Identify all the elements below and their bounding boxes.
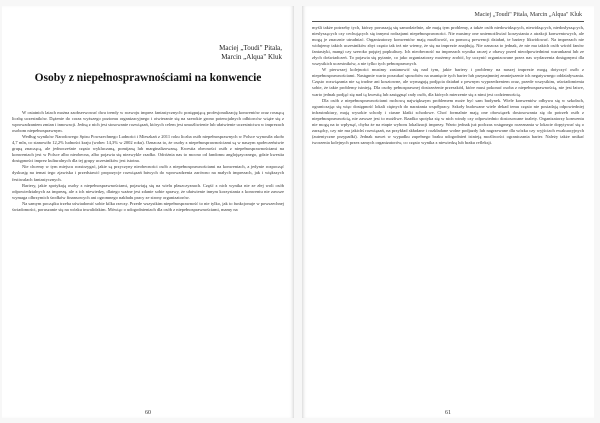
paragraph: Dla osób z niepełnosprawnościami ruchową największym problemem może być sam budynek. Wiele konwentów odbywa się w szkołach, ograniczając się więc dostępność lokali ciętnych do narażania współpracy. Szkoły budowane wiele dekad temu często nie posiadają odpowiedniej infrastruktury, mają wysokie schody i ciasne klatki schodowe. Choć formalnie mają one obowiązek dostosowania się do potrzeb osób z niepełnosprawnością, nie zawsze jest to możliwe. Rzadko spotyka się w nich windy czy odpowiednio dostosowane toalety. Organizatorzy konwentu nie mogą na to wpłynąć, chyba że na etapie wyboru lokalizacji imprezy. Warto jednak już podczas wstępnego rozeznania w lokacie dopytywać się o zarządcy, czy nie ma jakichś rozwiązań, na przykład składane i rozkładane wolne podjazdy lub nagrzewane dla wózka czy wyjściach ewakuacyjnych (autentyczne przypadki). Jednak nawet w wypadku zupełnego braku udogodnień istnieją możliwości ograniczania barier. Należy także unikać tworzenia kolejnych przez samych organizatorów, co często wynika z niewiedzą lub braku refleksji. [312,97,584,145]
page-number-left: 60 [145,410,151,416]
paragraph: Bariery, jakie spotykają osoby z niepełnosprawnościami, pojawiają się na wielu płaszczyznach. Część z nich wynika nie ze złej woli osób odpowiedzialnych za imprezę, ale z ich niewiedzy, dlatego ważne jest zdanie sobie sprawy, że ułatwienie innym korzystania z konwentu nie zawsze wymaga olbrzymich środków finansowych ani ogromnego nakładu pracy ze strony organizatorów. [12,182,284,200]
page-number-right: 61 [445,410,451,416]
paragraph: W ostatnich latach można zaobserwować dwa trendy w rozwoju imprez fantastycznych: postępującą profesjonalizację konwentów oraz rosnącą liczbę uczestników. Dążenie do coraz wyższego poziomu organizacyjnego i otwieranie się na szerokie grono potencjalnych odbiorców wiąże się z wprowadzaniem zmian i innowacji. Jedną z nich jest stosowanie rozwiązań, których celem jest umożliwienie lub ułatwienie uczestnictwa w imprezach osobom niepełnosprawnym. [12,110,284,134]
paragraph: Na samym początku trzeba uświadomić sobie kilka rzeczy. Przede wszystkim niepełnosprawność to nie tylko, jak to funkcjonuje w powszechnej świadomości, poruszanie się na wózku inwalidzkim. Mówiąc o udogodnieniach dla osób z niepełnosprawnościami, mamy na [12,200,284,212]
right-page [302,6,594,418]
author-2: Marcin „Alqua" Kluk [221,53,282,61]
right-page-body [312,25,584,146]
left-page-body [12,110,284,213]
running-head: Maciej „Toudi" Pitala, Marcin „Alqua" Kluk [474,12,582,18]
header-rule [312,21,584,22]
paragraph: Nie chcemy w tym miejscu rozstrzygać, jakie są przyczyny nieobecności osób z niepełnosprawnościami na konwentach, a jedynie rozpocząć dyskusję na temat tego zjawiska i przedstawić propozycje rozwiązań łatwych do wprowadzenia zarówno na małych imprezach, jak i większych festiwalach fantastycznych. [12,164,284,182]
article-title: Osoby z niepełnosprawnościami na konwencie [34,72,262,84]
article-authors [219,44,282,62]
paragraph: Według wyników Narodowego Spisu Powszechnego Ludności i Mieszkań z 2011 roku liczba osób niepełnosprawnych w Polsce wynosiła około 4,7 mln, co stanowiło 12,2% ludności kraju (wobec 14,3% w 2002 roku). Oznacza to, że osoby z niepełnosprawnościami są w naszym społeczeństwie grupą znaczącą, ale jednocześnie często wykluczaną, pomijaną lub marginalizowaną. Kwestia obecności osób z niepełnosprawnościami na konwentach jest w Polsce albo nieobecna, albo pojawia się niezwykle rzadko. Odróżnia nas to mocno od fandomu anglojęzycznego, gdzie kwestia dostępności imprez kulturalnych dla tej grupy uczestników jest istotna. [12,134,284,164]
author-1: Maciej „Toudi" Pitala, [219,44,282,52]
paragraph: W pierwszej kolejności musimy zastanowić się nad tym, jakie bariery i problemy na naszej imprezie mogą dotyczyć osób z niepełnosprawnościami. Następnie warto poszukać sposobów na usunięcie tych barier lub przynajmniej zmniejszenie ich negatywnego oddziaływania. Często rozwiązania nie są trudne ani kosztowne, ale wymagają podjęcia działań z pewnym wyprzedzeniem oraz, przede wszystkim, uświadomienia sobie, że takie problemy istnieją. Dla osoby pełnosprawnej dostrzeżenie przeszkód, które musi pokonać osoba z niepełnosprawnością, nie jest łatwe, warto jednak podjąć się nad tą kwestią lub zasięgnąć rady osób, dla których mierzenie się z nimi jest codziennością. [312,67,584,97]
paragraph: myśli także potrzeby tych, którzy poruszają się samodzielnie, ale mają tym problemy, a także osób niedowidzących, niewidzących, niedosłyszących, niesłyszących czy cechujących się innymi rodzajami niepełnosprawności. Nie musimy one uniemożliwiać korzystania z atrakcji konwentowych, ale mogą je znacznie utrudniać. Organizatorzy konwentów mają możliwość, za pomocą prewencji działań, te bariery likwidować. Na imprezach nie widujemy takich uczestników zbyt często tak też nie wiemy, że się na imprezie znajdują. Nie oznacza to jednak, że nie ma takich osób wśród fanów fantastyki, mangi czy szeroko pojętej popkultury. Ich nieobecność na imprezach wynika raczej z obawy przed nieodpowiednimi warunkami lub ze złych doświadczeń. To pojawia się pytanie, co jako organizatorzy możemy zrobić, by uczynić organizowane przez nas wydarzenia dostępnymi dla wszystkich uczestników, a nie tylko tych pełnosprawnych. [312,25,584,67]
left-page [2,6,294,418]
